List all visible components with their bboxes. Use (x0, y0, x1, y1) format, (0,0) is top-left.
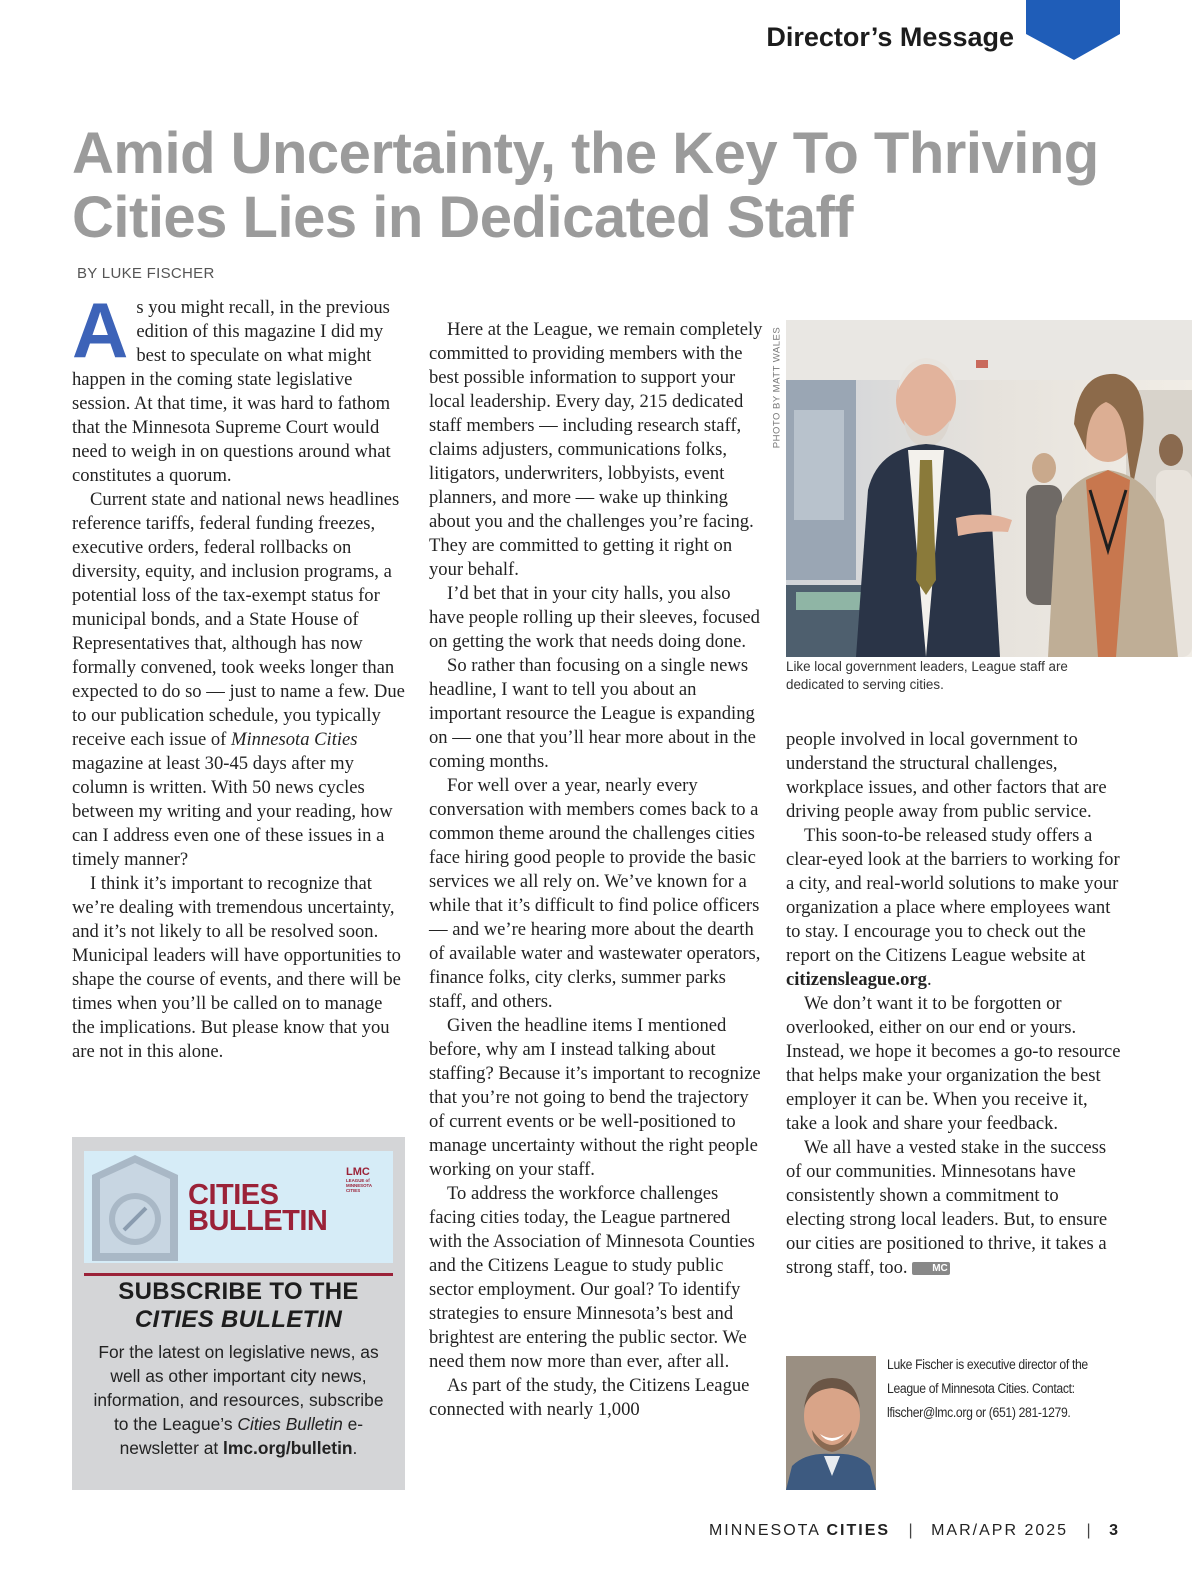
cities-bulletin-banner (84, 1151, 393, 1263)
paragraph (72, 488, 406, 872)
paragraph-text: magazine at least 30-45 days after my column is written. With 50 news cycles between my writing and your reading, how can I address even one of these issues in a timely manner? (72, 753, 393, 870)
magazine-name: Minnesota Cities (231, 729, 358, 750)
footer-separator: | (908, 1522, 913, 1539)
photo-credit-text: PHOTO BY MATT WALES (771, 326, 783, 449)
paragraph-text: We all have a vested stake in the success of our communities. Minnesotans have consistently shown a commitment to electing strong local leaders. But, to ensure our cities are positioned to thrive, it takes a strong staff, too. (786, 1137, 1108, 1278)
page-number: 3 (1109, 1522, 1120, 1539)
citizensleague-link[interactable]: citizensleague.org (786, 969, 927, 990)
cities-bulletin-promo[interactable] (72, 1137, 405, 1490)
lmc-logo-text: LMC (346, 1166, 370, 1178)
author-bio: Luke Fischer is executive director of the League of Minnesota Cities. Contact: lfischer@lmc.org or (651) 281-1279. (887, 1357, 1088, 1421)
footer-issue: MAR/APR 2025 (931, 1522, 1069, 1539)
photo-caption: Like local government leaders, League staff are dedicated to serving cities. (786, 659, 1068, 692)
photo-illustration (786, 320, 1192, 657)
paragraph: We don’t want it to be forgotten or overlooked, either on our end or yours. Instead, we hope it becomes a go-to resource that helps make your organization the best employer it can be. When you receive it, take a look and share your feedback. (786, 993, 1121, 1134)
paragraph: As part of the study, the Citizens League connected with nearly 1,000 (429, 1375, 750, 1420)
paragraph: For well over a year, nearly every conversation with members comes back to a common theme around the challenges cities face hiring good people to provide the basic services we all rely on. We’ve known for a while that it’s difficult to find police officers — and we’re hearing more about the dearth of available water and wastewater operators, finance folks, city clerks, summer parks staff, and others. (429, 775, 761, 1012)
promo-heading-line-1: SUBSCRIBE TO THE (118, 1278, 359, 1305)
section-tab (1026, 0, 1120, 60)
page-footer (600, 1522, 1120, 1540)
paragraph-text: . (926, 969, 932, 990)
paragraph: I’d bet that in your city halls, you also have people rolling up their sleeves, focused on getting the work that needs doing done. (429, 583, 760, 652)
end-mark-icon: MC (912, 1262, 950, 1275)
footer-separator: | (1086, 1522, 1091, 1539)
banner-title-line-1: CITIES (188, 1179, 279, 1211)
author-portrait (786, 1356, 876, 1490)
photo-credit (770, 320, 784, 450)
paragraph: I think it’s important to recognize that we’re dealing with tremendous uncertainty, and it’s not likely to all be resolved soon. Municipal leaders will have opportunities to shape the course of events, and there will be times when you’ll be called on to manage the implications. But please know that you are not in this alone. (72, 873, 401, 1062)
byline: BY LUKE FISCHER (77, 265, 215, 282)
promo-heading-line-2: CITIES BULLETIN (134, 1306, 343, 1333)
paragraph: people involved in local government to understand the structural challenges, workplace issues, and other factors that are driving people away from public service. (786, 729, 1107, 822)
footer-magazine-name-bold: CITIES (826, 1522, 891, 1539)
section-label: Director’s Message (766, 22, 1014, 52)
article-column-3 (786, 728, 1122, 1280)
paragraph: Given the headline items I mentioned before, why am I instead talking about staffing? Because it’s important to recognize that you’re not going to bend the trajectory of current events or be well-positioned to manage uncertainty without the right people working on your staff. (429, 1015, 761, 1180)
drop-cap: A (72, 286, 129, 374)
bulletin-link[interactable]: lmc.org/bulletin (223, 1438, 353, 1458)
promo-text-italic: Cities Bulletin (237, 1414, 343, 1434)
banner-divider (84, 1273, 393, 1276)
article-column-2 (429, 318, 765, 1422)
paragraph (786, 824, 1122, 992)
lmc-logo-subtext: LEAGUE of MINNESOTA CITIES (346, 1178, 372, 1193)
paragraph: To address the workforce challenges facing cities today, the League partnered with the Association of Minnesota Counties and the Citizens League to study public sector employment. Our goal? To identify strategies to ensure Minnesota’s best and brightest are entering the public sector. We need them now more than ever, after all. (429, 1183, 755, 1372)
compass-badge-icon (90, 1153, 180, 1261)
author-photo (786, 1356, 876, 1490)
article-photo (786, 320, 1192, 657)
banner-title-line-2: BULLETIN (188, 1205, 328, 1237)
promo-text: For the latest on legislative news, as well as other important city news, information, and resources, subscribe to the League’s (93, 1342, 384, 1434)
promo-body (84, 1340, 393, 1460)
footer-magazine-name: MINNESOTA (708, 1522, 821, 1539)
paragraph-text: s you might recall, in the previous edition of this magazine I did my best to speculate on what might happen in the coming state legislative session. At that time, it was hard to fathom that the Minnesota Supreme Court would need to weigh in on questions around what constitutes a quorum. (72, 297, 391, 486)
paragraph: Here at the League, we remain completely committed to providing members with the best possible information to support your local leadership. Every day, 215 dedicated staff members — including research staff, claims adjusters, communications folks, litigators, underwriters, lobbyists, event planners, and more — wake up thinking about you and the challenges you’re facing. They are committed to getting it right on your behalf. (429, 319, 763, 580)
promo-text: . (352, 1438, 358, 1458)
paragraph (72, 286, 406, 488)
article-title: Amid Uncertainty, the Key To Thriving Cities Lies in Dedicated Staff (72, 121, 1099, 250)
lmc-logo (346, 1167, 382, 1193)
paragraph (786, 1136, 1122, 1280)
promo-heading (72, 1278, 405, 1334)
paragraph-text: This soon-to-be released study offers a clear-eyed look at the barriers to working for a city, and real-world solutions to make your organization a place where employees want to stay. I encourage you to check out the report on the Citizens League website at (786, 825, 1120, 966)
paragraph-text: Current state and national news headlines reference tariffs, federal funding freezes, executive orders, federal rollbacks on diversity, equity, and inclusion programs, a potential loss of the tax-exempt status for municipal bonds, and a State House of Representatives that, although has now formally convened, took weeks longer than expected to do so — just to name a few. Due to our publication schedule, you typically receive each issue of (72, 489, 405, 750)
paragraph: So rather than focusing on a single news headline, I want to tell you about an important resource the League is expanding on — one that you’ll hear more about in the coming months. (429, 655, 756, 772)
promo-text: e-newsletter at (119, 1414, 364, 1458)
article-column-1 (72, 286, 406, 1064)
